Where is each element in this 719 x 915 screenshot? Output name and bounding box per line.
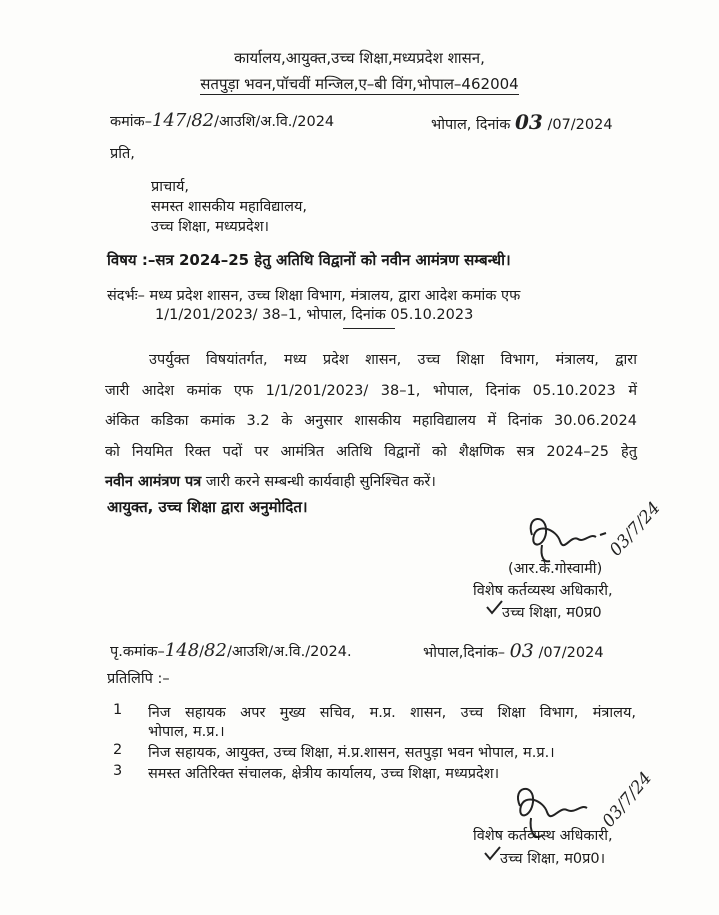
order-prefix: कमांक–: [110, 114, 152, 130]
copy-item-1-line1: निज सहायक अपर मुख्य सचिव, म.प्र. शासन, उच्च शिक्षा विभाग, मंत्रालय,: [148, 705, 636, 721]
order-date-label: भोपाल, दिनांक: [431, 117, 511, 133]
body-line2: जारी आदेश कमांक एफ 1/1/201/2023/ 38–1, भोपाल, दिनांक 05.10.2023 में: [105, 382, 637, 399]
endorsement-no-handwritten-2: 82: [204, 640, 227, 661]
order-date-rest: /07/2024: [547, 117, 613, 133]
body-bold-phrase: नवीन आमंत्रण पत्र: [105, 474, 202, 490]
body-line5-rest: जारी करने सम्बन्धी कार्यवाही सुनिश्चित करें।: [201, 474, 436, 490]
endorsement-number: पृ.कमांक–148/82/आउशि/अ.वि./2024.: [110, 640, 352, 661]
order-day-handwritten: 03: [515, 110, 543, 134]
order-date: [431, 110, 613, 134]
reference-line2: 1/1/201/2023/ 38–1, भोपाल, दिनांक 05.10.2023: [155, 307, 474, 323]
signer2-designation: विशेष कर्तव्यस्थ अधिकारी,: [473, 828, 613, 844]
prati-label: प्रति,: [110, 146, 135, 162]
order-number: कमांक–147/82/आउशि/अ.वि./2024: [110, 110, 335, 131]
signature-1-date: 03/7/24: [605, 498, 665, 561]
copy-item-2-line1: निज सहायक, आयुक्त, उच्च शिक्षा, मं.प्र.शासन, सतपुड़ा भवन भोपाल, म.प्र.।: [148, 745, 555, 761]
copy-item-3-num: 3: [113, 763, 123, 779]
tick-mark-2: [482, 843, 504, 865]
recipient-line3: उच्च शिक्षा, मध्यप्रदेश।: [151, 219, 270, 235]
body-line4: को नियमित रिक्त पदों पर आमंत्रित अतिथि विद्वानों को शैक्षणिक सत्र 2024–25 हेतु: [105, 443, 637, 460]
endorsement-prefix: पृ.कमांक–: [110, 644, 165, 660]
office-address: सतपुड़ा भवन,पॉचवीं मन्जिल,ए–बी विंग,भोपाल–462004: [200, 75, 519, 93]
approval-line: आयुक्त, उच्च शिक्षा द्वारा अनुमोदित।: [107, 498, 308, 516]
copy-to-label: प्रतिलिपि :–: [107, 671, 170, 687]
order-no-handwritten-2: 82: [191, 110, 215, 131]
copy-item-2-num: 2: [113, 742, 123, 758]
endorsement-date-rest: /07/2024: [538, 645, 604, 661]
office-header-line1: कार्यालय,आयुक्त,उच्च शिक्षा,मध्यप्रदेश शासन,: [234, 49, 485, 67]
endorsement-day-handwritten: 03: [509, 640, 534, 662]
signer-name: (आर.के.गोस्वामी): [508, 561, 603, 577]
body-paragraph: [105, 345, 637, 498]
copy-item-1-line2: भोपाल, म.प्र.।: [148, 724, 225, 740]
copy-item-3-line1: समस्त अतिरिक्त संचालक, क्षेत्रीय कार्यालय, उच्च शिक्षा, मध्यप्रदेश।: [148, 766, 500, 782]
endorsement-suffix: /आउशि/अ.वि./2024.: [226, 644, 352, 660]
signer-dept: उच्च शिक्षा, म0प्र0: [502, 605, 602, 621]
signer-designation: विशेष कर्तव्यस्थ अधिकारी,: [473, 583, 613, 599]
recipient-line2: समस्त शासकीय महाविद्यालय,: [151, 199, 307, 215]
body-line1: उपर्युक्त विषयांतर्गत, मध्य प्रदेश शासन, उच्च शिक्षा विभाग, मंत्रालय, द्वारा: [149, 352, 637, 368]
endorsement-date: [423, 640, 604, 662]
order-suffix: /आउशि/अ.वि./2024: [214, 114, 335, 130]
reference-line1: संदर्भः– मध्य प्रदेश शासन, उच्च शिक्षा विभाग, मंत्रालय, द्वारा आदेश कमांक एफ: [107, 288, 521, 304]
body-line5: [105, 467, 637, 498]
reference-underline: [343, 328, 395, 329]
endorsement-no-handwritten-1: 148: [164, 640, 200, 661]
order-no-handwritten-1: 147: [151, 110, 187, 131]
signature-2-date: 03/7/24: [598, 768, 657, 832]
endorsement-date-label: भोपाल,दिनांक–: [423, 645, 506, 661]
subject-line: विषय :–सत्र 2024–25 हेतु अतिथि विद्वानों को नवीन आमंत्रण सम्बन्धी।: [107, 251, 511, 269]
tick-mark-1: [484, 597, 506, 619]
body-line3: अंकित कडिका कमांक 3.2 के अनुसार शासकीय महाविद्यालय में दिनांक 30.06.2024: [105, 413, 637, 429]
office-header-line2: [0, 74, 719, 94]
signer2-dept: उच्च शिक्षा, म0प्र0।: [500, 851, 606, 867]
recipient-line1: प्राचार्य,: [151, 179, 189, 195]
copy-item-1-num: 1: [113, 702, 123, 718]
